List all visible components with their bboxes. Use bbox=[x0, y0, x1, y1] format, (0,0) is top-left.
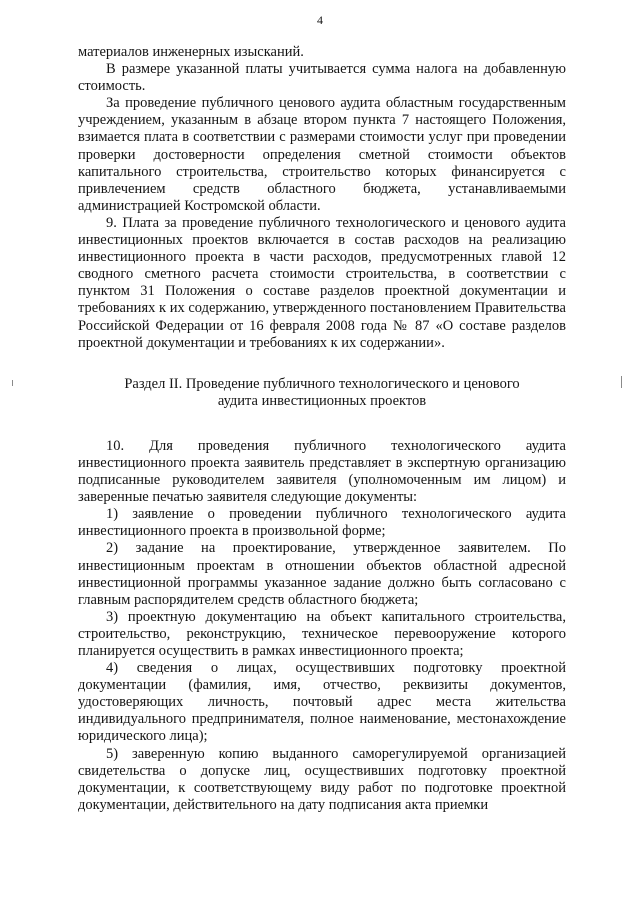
section-heading-line2: аудита инвестиционных проектов bbox=[217, 392, 427, 409]
paragraph-continuation: материалов инженерных изысканий. bbox=[78, 44, 304, 60]
list-item-5: 5) заверенную копию выданного саморегулируемой организацией свидетельства о допуске лиц, осуществивших подготовку проектной документации, к соответствующему виду работ по подготовке проектной документации, действительного на дату подписания акта приемки bbox=[78, 745, 566, 813]
section-heading bbox=[78, 376, 566, 410]
paragraph-price-audit-fee: За проведение публичного ценового аудита областным государственным учреждением, указанным в абзаце втором пункта 7 настоящего Положения, взимается плата в соответствии с размерами стоимости услуг при проведении проверки достоверности определения сметной стоимости объектов капитального строительства, строительство которых финансируется с привлечением средств областного бюджета, устанавливаемыми администрацией Костромской области. bbox=[78, 95, 566, 214]
list-item-4: 4) сведения о лицах, осуществивших подготовку проектной документации (фамилия, имя, отчество, реквизиты документов, удостоверяющих личность, почтовый адрес места жительства индивидуального предпринимателя, полное наименование, местонахождение юридического лица); bbox=[78, 660, 566, 745]
page-number: 4 bbox=[317, 13, 323, 27]
section-heading-line1: Раздел II. Проведение публичного технологического и ценового bbox=[124, 375, 520, 392]
paragraph-item-9: 9. Плата за проведение публичного технологического и ценового аудита инвестиционных проектов включается в состав расходов на реализацию инвестиционного проекта в части расходов, предусмотренных главой 12 сводного сметного расчета стоимости строительства, в соответствии с пунктом 31 Положения о составе разделов проектной документации и требованиях к их содержанию, утвержденного постановлением Правительства Российской Федерации от 16 февраля 2008 года № 87 «О составе разделов проектной документации и требованиях к их содержании». bbox=[78, 214, 566, 351]
scan-margin-mark-right bbox=[621, 376, 622, 388]
scan-margin-mark-left bbox=[12, 380, 13, 386]
paragraph-vat-note: В размере указанной платы учитывается сумма налога на добавленную стоимость. bbox=[78, 61, 566, 95]
document-body bbox=[78, 44, 566, 814]
list-item-3: 3) проектную документацию на объект капитального строительства, строительство, реконструкцию, техническое перевооружение которого планируется осуществить в рамках инвестиционного проекта; bbox=[78, 608, 566, 659]
paragraph-item-10: 10. Для проведения публичного технологического аудита инвестиционного проекта заявитель представляет в экспертную организацию подписанные руководителем заявителя (уполномоченным им лицом) и заверенные печатью заявителя следующие документы: bbox=[78, 437, 566, 506]
list-item-1: 1) заявление о проведении публичного технологического аудита инвестиционного проекта в произвольной форме; bbox=[78, 506, 566, 540]
list-item-2: 2) задание на проектирование, утвержденное заявителем. По инвестиционным проектам в отношении объектов областной адресной инвестиционной программы указанное задание должно быть согласовано с главным распорядителем средств областного бюджета; bbox=[78, 540, 566, 608]
